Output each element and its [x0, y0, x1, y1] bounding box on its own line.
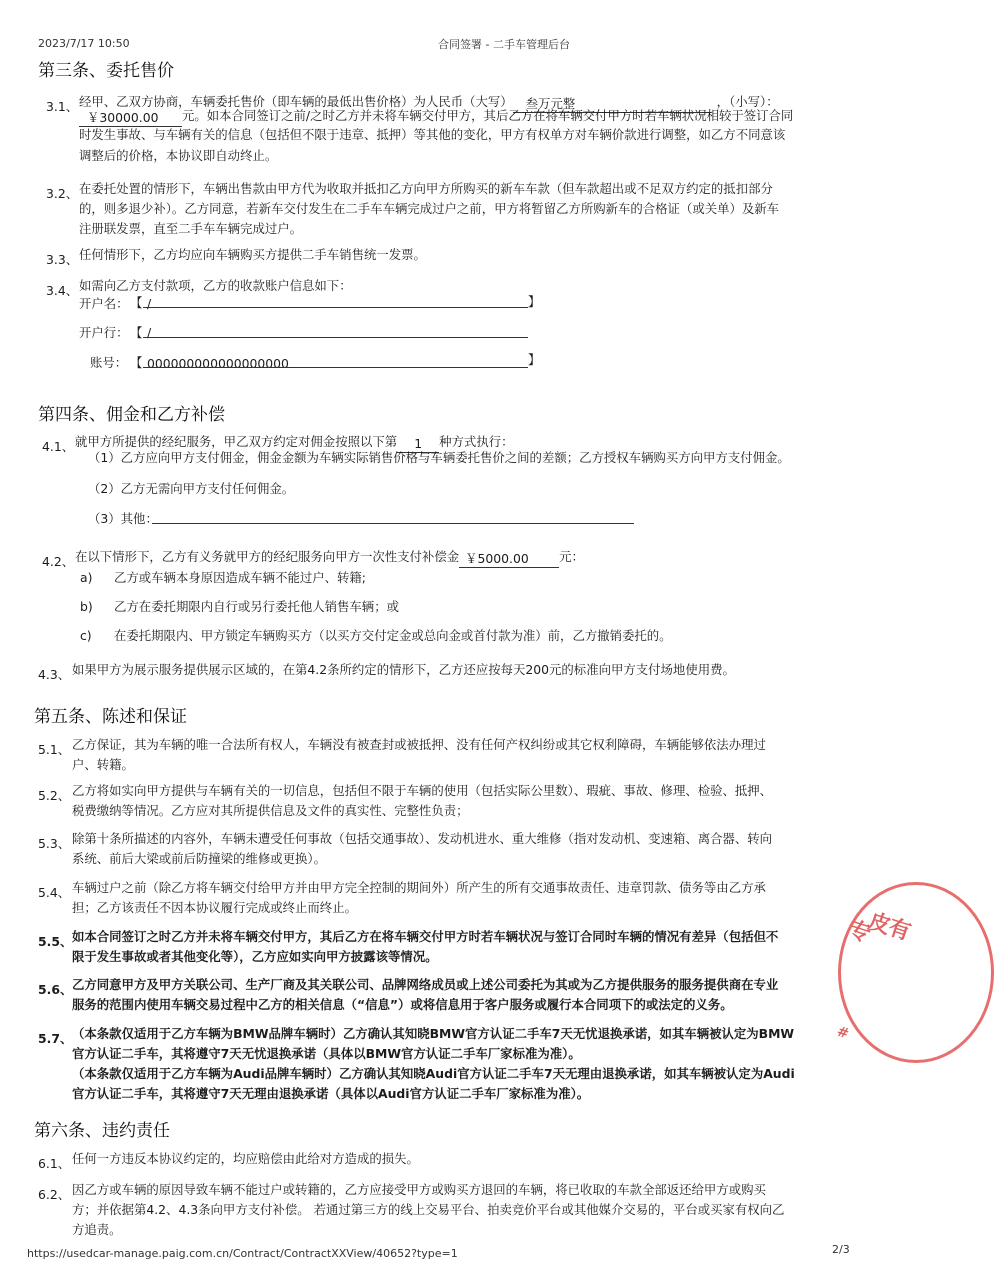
price-lower-field: ￥30000.00: [79, 110, 182, 127]
page-header-title: 合同签署 - 二手车管理后台: [438, 38, 570, 51]
clause-5-7-line-3: （本条款仅适用于乙方车辆为Audi品牌车辆时）乙方确认其知晓Audi官方认证二手车7天无理由退换承诺，如其车辆被认定为Audi: [72, 1066, 795, 1081]
clause-4-2-text-b: 元：: [559, 549, 584, 564]
account-number-label: 账号：: [90, 355, 128, 370]
clause-5-6-line-1: 乙方同意甲方及甲方关联公司、生产厂商及其关联公司、品牌网络成员或上述公司委托为其或为乙方提供服务的服务提供商在专业: [72, 977, 779, 992]
commission-option-1: （1）乙方应向甲方支付佣金，佣金金额为车辆实际销售价格与车辆委托售价之间的差额；乙方授权车辆购买方向甲方支付佣金。: [88, 450, 790, 465]
bank-value: /: [147, 325, 152, 340]
clause-5-4-line-1: 车辆过户之前（除乙方将车辆交付给甲方并由甲方完全控制的期间外）所产生的所有交通事故责任、违章罚款、债务等由乙方承: [72, 880, 766, 895]
account-holder-open-bracket: 【: [130, 295, 143, 310]
clause-5-6-number: 5.6、: [38, 982, 73, 997]
stamp-char-3: 有: [885, 915, 914, 946]
page-url: https://usedcar-manage.paig.com.cn/Contract/ContractXXView/40652?type=1: [27, 1247, 458, 1260]
clause-6-2-line-1: 因乙方或车辆的原因导致车辆不能过户或转籍的，乙方应接受甲方或购买方退回的车辆，将已收取的车款全部返还给甲方或购买: [72, 1182, 766, 1197]
clause-6-1-text: 任何一方违反本协议约定的，均应赔偿由此给对方造成的损失。: [72, 1151, 419, 1166]
clause-3-4-number: 3.4、: [46, 283, 79, 298]
clause-3-1-text-a: 经甲、乙双方协商，车辆委托售价（即车辆的最低出售价格）为人民币（大写）: [79, 94, 513, 109]
clause-3-2-line-2: 的，则多退少补）。乙方同意，若新车交付发生在二手车车辆完成过户之前，甲方将暂留乙方所购新车的合格证（或关单）及新车: [79, 201, 780, 216]
clause-3-3-number: 3.3、: [46, 252, 79, 267]
clause-4-2-c-text: 在委托期限内、甲方锁定车辆购买方（以买方交付定金或总向金或首付款为准）前，乙方撤销委托的。: [114, 628, 672, 643]
clause-5-7-number: 5.7、: [38, 1031, 73, 1046]
clause-5-3-line-1: 除第十条所描述的内容外，车辆未遭受任何事故（包括交通事故）、发动机进水、重大维修（指对发动机、变速箱、离合器、转向: [72, 831, 773, 846]
clause-4-1-text-a: 就甲方所提供的经纪服务，甲乙双方约定对佣金按照以下第: [75, 434, 398, 449]
clause-4-1-number: 4.1、: [42, 439, 75, 454]
clause-3-2-line-1: 在委托处置的情形下，车辆出售款由甲方代为收取并抵扣乙方向甲方所购买的新车车款（但车款超出或不足双方约定的抵扣部分: [79, 181, 773, 196]
clause-3-3-text: 任何情形下，乙方均应向车辆购买方提供二手车销售统一发票。: [79, 247, 426, 262]
section-3-title: 第三条、委托售价: [38, 61, 174, 81]
commission-option-field: 1: [397, 436, 439, 453]
clause-3-4-text: 如需向乙方支付款项，乙方的收款账户信息如下：: [79, 278, 352, 293]
clause-3-1-text-b: ，（小写）：: [716, 94, 779, 109]
clause-5-4-line-2: 担；乙方该责任不因本协议履行完成或终止而终止。: [72, 900, 357, 915]
clause-4-2-line-1: [75, 546, 584, 568]
clause-4-2-c-label: c): [80, 628, 92, 643]
compensation-amount-field: ￥5000.00: [459, 551, 559, 568]
clause-3-2-line-3: 注册联发票，直至二手车车辆完成过户。: [79, 221, 303, 236]
clause-3-1-number: 3.1、: [46, 99, 79, 114]
section-5-title: 第五条、陈述和保证: [34, 707, 187, 727]
clause-5-7-line-2: 官方认证二手车，其将遵守7天无忧退换承诺（具体以BMW官方认证二手车厂家标准为准）。: [72, 1046, 581, 1061]
account-number-underline: [143, 367, 528, 368]
clause-4-2-b-label: b): [80, 599, 93, 614]
account-holder-value: /: [147, 296, 152, 311]
clause-3-1-line-4: 调整后的价格，本协议即自动终止。: [79, 148, 278, 163]
clause-4-2-number: 4.2、: [42, 554, 75, 569]
price-upper-field: 叁万元整: [513, 96, 711, 113]
stamp-char-2: 皮: [865, 909, 894, 940]
section-6-title: 第六条、违约责任: [34, 1121, 170, 1141]
account-number-open-bracket: 【: [130, 355, 143, 370]
clause-5-6-line-2: 服务的范围内使用车辆交易过程中乙方的相关信息（“信息”）或将信息用于客户服务或履行本合同项下的或法定的义务。: [72, 997, 733, 1012]
clause-5-2-line-2: 税费缴纳等情况。乙方应对其所提供信息及文件的真实性、完整性负责；: [72, 803, 469, 818]
commission-other-underline: [152, 523, 634, 524]
bank-open-bracket: 【: [130, 325, 143, 340]
clause-5-7-line-1: （本条款仅适用于乙方车辆为BMW品牌车辆时）乙方确认其知晓BMW官方认证二手车7天无忧退换承诺，如其车辆被认定为BMW: [72, 1026, 795, 1041]
clause-5-5-line-2: 限于发生事故或者其他变化等），乙方应如实向甲方披露该等情况。: [72, 949, 438, 964]
clause-4-2-b-text: 乙方在委托期限内自行或另行委托他人销售车辆；或: [114, 599, 399, 614]
account-number-value: 000000000000000000: [147, 356, 289, 371]
account-number-close-bracket: 】: [528, 352, 541, 367]
clause-4-3-number: 4.3、: [38, 667, 71, 682]
company-seal-stamp: [834, 882, 994, 1063]
stamp-char-1: 专: [845, 917, 874, 948]
clause-5-4-number: 5.4、: [38, 885, 71, 900]
commission-option-2: （2）乙方无需向甲方支付任何佣金。: [88, 481, 295, 496]
clause-4-2-text-a: 在以下情形下，乙方有义务就甲方的经纪服务向甲方一次性支付补偿金: [75, 549, 460, 564]
stamp-char-4: #: [834, 1023, 851, 1043]
account-holder-label: 开户名：: [79, 296, 129, 311]
clause-6-1-number: 6.1、: [38, 1156, 71, 1171]
clause-6-2-line-2: 方；并依据第4.2、4.3条向甲方支付补偿。 若通过第三方的线上交易平台、拍卖竞价平台或其他媒介交易的，平台或买家有权向乙: [72, 1202, 785, 1217]
clause-6-2-number: 6.2、: [38, 1187, 71, 1202]
clause-6-2-line-3: 方追责。: [72, 1222, 122, 1237]
clause-4-2-a-label: a): [80, 570, 93, 585]
clause-5-1-number: 5.1、: [38, 742, 71, 757]
clause-3-2-number: 3.2、: [46, 186, 79, 201]
account-holder-close-bracket: 】: [528, 294, 541, 309]
clause-5-7-line-4: 官方认证二手车，其将遵守7天无理由退换承诺（具体以Audi官方认证二手车厂家标准为准）。: [72, 1086, 590, 1101]
bank-underline: [143, 337, 528, 338]
clause-4-2-a-text: 乙方或车辆本身原因造成车辆不能过户、转籍;: [114, 570, 366, 585]
clause-5-1-line-1: 乙方保证，其为车辆的唯一合法所有权人，车辆没有被查封或被抵押、没有任何产权纠纷或其它权利障碍，车辆能够依法办理过: [72, 737, 766, 752]
clause-5-5-line-1: 如本合同签订之时乙方并未将车辆交付甲方，其后乙方在将车辆交付甲方时若车辆状况与签订合同时车辆的情况有差异（包括但不: [72, 929, 779, 944]
clause-5-3-number: 5.3、: [38, 836, 71, 851]
clause-3-1-line-3: 时发生事故、与车辆有关的信息（包括但不限于违章、抵押）等其他的变化，甲方有权单方对车辆价款进行调整，如乙方不同意该: [79, 127, 786, 142]
clause-4-1-text-b: 种方式执行：: [439, 434, 514, 449]
clause-5-3-line-2: 系统、前后大梁或前后防撞梁的维修或更换）。: [72, 851, 327, 866]
clause-5-2-number: 5.2、: [38, 788, 71, 803]
account-holder-underline: [143, 307, 528, 308]
section-4-title: 第四条、佣金和乙方补偿: [38, 405, 225, 425]
clause-5-1-line-2: 户、转籍。: [72, 757, 134, 772]
print-datetime: 2023/7/17 10:50: [38, 37, 130, 50]
clause-3-1-text-c: 元。如本合同签订之前/之时乙方并未将车辆交付甲方，其后乙方在将车辆交付甲方时若车辆状况相较于签订合同: [182, 108, 794, 123]
clause-5-2-line-1: 乙方将如实向甲方提供与车辆有关的一切信息，包括但不限于车辆的使用（包括实际公里数）、瑕疵、事故、修理、检验、抵押、: [72, 783, 773, 798]
page-number: 2/3: [832, 1243, 850, 1256]
clause-5-5-number: 5.5、: [38, 934, 73, 949]
bank-label: 开户行：: [79, 325, 129, 340]
clause-4-3-text: 如果甲方为展示服务提供展示区域的，在第4.2条所约定的情形下，乙方还应按每天200元的标准向甲方支付场地使用费。: [72, 662, 735, 677]
commission-option-3: （3）其他：: [88, 511, 158, 526]
